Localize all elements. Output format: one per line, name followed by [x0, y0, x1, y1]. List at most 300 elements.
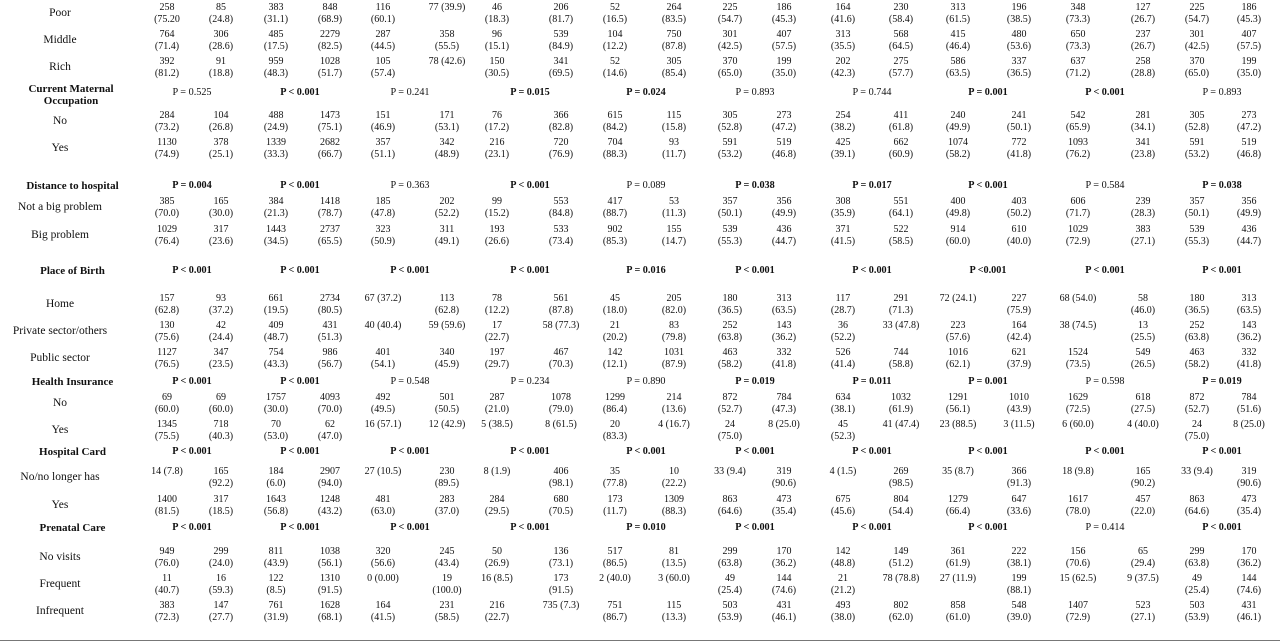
- cell-count: 539: [722, 224, 738, 235]
- cell-count: 1029: [1068, 224, 1088, 235]
- table-cell: [582, 29, 648, 53]
- table-cell: [464, 392, 530, 416]
- cell-count: 1339: [266, 137, 286, 148]
- cell-count: 647: [1011, 494, 1027, 505]
- cell-percent: (94.0): [317, 478, 343, 489]
- p-value: P < 0.001: [280, 522, 320, 533]
- cell-count: 319: [1241, 466, 1257, 477]
- cell-percent: (52.8): [1184, 122, 1210, 133]
- section-heading: Place of Birth: [40, 265, 105, 277]
- cell-count: 143: [1241, 320, 1257, 331]
- table-cell: [810, 494, 876, 518]
- cell-count: 58 (77.3): [542, 320, 580, 331]
- cell-count: 8 (25.0): [768, 419, 800, 430]
- cell-count: 436: [776, 224, 792, 235]
- cell-percent: (58.8): [888, 359, 914, 370]
- table-cell: [1045, 224, 1111, 248]
- cell-count: 533: [553, 224, 569, 235]
- cell-count: 225: [722, 2, 738, 13]
- cell-count: 618: [1135, 392, 1151, 403]
- p-value: P = 0.548: [390, 376, 430, 387]
- cell-count: 492: [375, 392, 391, 403]
- cell-count: 78 (78.8): [882, 573, 920, 584]
- cell-percent: (68.9): [317, 14, 343, 25]
- cell-percent: (51.2): [888, 558, 914, 569]
- cell-percent: (28.3): [1130, 208, 1156, 219]
- table-cell: [350, 110, 416, 134]
- table-cell: [464, 29, 530, 53]
- cell-count: 58: [1138, 293, 1148, 304]
- table-cell: [1045, 600, 1111, 624]
- p-value: P < 0.001: [1085, 265, 1125, 276]
- table-cell: [350, 494, 416, 518]
- cell-count: 1130: [157, 137, 177, 148]
- cell-count: 1617: [1068, 494, 1088, 505]
- table-cell: [1216, 392, 1280, 416]
- cell-count: 872: [722, 392, 738, 403]
- table-cell: [986, 29, 1052, 53]
- cell-percent: (57.5): [771, 41, 797, 52]
- cell-count: 170: [776, 546, 792, 557]
- cell-count: 6 (60.0): [1062, 419, 1094, 430]
- cell-count: 4 (1.5): [829, 466, 857, 477]
- cell-percent: (42.5): [717, 41, 743, 52]
- cell-count: 36: [838, 320, 848, 331]
- cell-count: 258: [159, 2, 175, 13]
- p-value: P < 0.001: [390, 522, 430, 533]
- cell-count: 41 (47.4): [882, 419, 920, 430]
- cell-count: 2734: [320, 293, 340, 304]
- section-heading: Current Maternal Occupation: [28, 83, 114, 107]
- cell-percent: (57.5): [1236, 41, 1262, 52]
- cell-count: 337: [1011, 56, 1027, 67]
- cell-percent: (60.0): [945, 236, 971, 247]
- cell-count: 127: [1135, 2, 1151, 13]
- cell-percent: (86.5): [602, 558, 628, 569]
- cell-percent: (42.5): [1184, 41, 1210, 52]
- cell-percent: (15.8): [661, 122, 687, 133]
- cell-percent: (70.0): [154, 208, 180, 219]
- cell-percent: (40.0): [1006, 236, 1032, 247]
- cell-count: 548: [1011, 600, 1027, 611]
- cell-count: 91: [216, 56, 226, 67]
- cell-percent: (48.9): [434, 149, 460, 160]
- table-cell: [582, 56, 648, 80]
- cell-count: 1010: [1009, 392, 1029, 403]
- cell-count: 199: [1241, 56, 1257, 67]
- cell-percent: (57.4): [370, 68, 396, 79]
- cell-count: 27 (11.9): [939, 573, 977, 584]
- cell-count: 230: [439, 466, 455, 477]
- cell-count: 1093: [1068, 137, 1088, 148]
- cell-percent: (22.7): [484, 612, 510, 623]
- cell-count: 273: [1241, 110, 1257, 121]
- cell-count: 67 (37.2): [364, 293, 402, 304]
- cell-count: 62: [325, 419, 335, 430]
- cell-percent: (75.5): [154, 431, 180, 442]
- cell-count: 680: [553, 494, 569, 505]
- cell-count: 1757: [266, 392, 286, 403]
- p-value: P <0.001: [969, 265, 1007, 276]
- cell-percent: (87.8): [548, 305, 574, 316]
- table-cell: [925, 320, 991, 344]
- section-heading: Distance to hospital: [26, 180, 119, 192]
- cell-percent: (37.2): [208, 305, 234, 316]
- cell-count: 165: [213, 196, 229, 207]
- table-cell: [464, 293, 530, 317]
- cell-count: 2 (40.0): [599, 573, 631, 584]
- cell-count: 143: [776, 320, 792, 331]
- table-cell: [986, 137, 1052, 161]
- cell-count: 17: [492, 320, 502, 331]
- cell-count: 385: [159, 196, 175, 207]
- cell-percent: (85.4): [661, 68, 687, 79]
- cell-count: 147: [213, 600, 229, 611]
- cell-percent: (55.3): [717, 236, 743, 247]
- cell-percent: (59.3): [208, 585, 234, 596]
- table-cell: [751, 494, 817, 518]
- cell-count: 485: [268, 29, 284, 40]
- cell-percent: (26.7): [1130, 14, 1156, 25]
- cell-count: 848: [322, 2, 338, 13]
- p-value: P < 0.001: [1202, 522, 1242, 533]
- cell-percent: (12.2): [602, 41, 628, 52]
- table-cell: [464, 2, 530, 26]
- cell-percent: (74.9): [154, 149, 180, 160]
- cell-percent: (13.6): [661, 404, 687, 415]
- cell-count: 949: [159, 546, 175, 557]
- cell-percent: (21.3): [263, 208, 289, 219]
- table-cell: [925, 573, 991, 585]
- cell-percent: (40.7): [154, 585, 180, 596]
- cell-percent: (58.4): [888, 14, 914, 25]
- cell-percent: (38.5): [1006, 14, 1032, 25]
- cell-count: 1443: [266, 224, 286, 235]
- cell-percent: (63.8): [717, 332, 743, 343]
- table-cell: [350, 573, 416, 585]
- cell-percent: (35.0): [771, 68, 797, 79]
- cell-percent: (72.9): [1065, 236, 1091, 247]
- cell-count: 675: [835, 494, 851, 505]
- cell-count: 406: [553, 466, 569, 477]
- table-cell: [350, 347, 416, 371]
- cell-count: 83: [669, 320, 679, 331]
- cell-count: 341: [1135, 137, 1151, 148]
- cell-percent: (20.2): [602, 332, 628, 343]
- cell-count: 184: [268, 466, 284, 477]
- cell-count: 70: [271, 419, 281, 430]
- table-cell: [582, 466, 648, 490]
- cell-percent: (15.2): [484, 208, 510, 219]
- cell-count: 252: [722, 320, 738, 331]
- cell-count: 858: [950, 600, 966, 611]
- cell-percent: (28.8): [1130, 68, 1156, 79]
- cell-count: 403: [1011, 196, 1027, 207]
- table-cell: [1216, 196, 1280, 220]
- table-cell: [751, 224, 817, 248]
- table-cell: [350, 600, 416, 624]
- cell-count: 10: [669, 466, 679, 477]
- p-value: P < 0.001: [280, 87, 320, 98]
- table-cell: [464, 546, 530, 570]
- cell-count: 634: [835, 392, 851, 403]
- cell-percent: (43.9): [263, 558, 289, 569]
- p-value: P = 0.744: [852, 87, 892, 98]
- cell-count: 49: [1192, 573, 1202, 584]
- cell-count: 986: [322, 347, 338, 358]
- cell-count: 400: [950, 196, 966, 207]
- cell-count: 551: [893, 196, 909, 207]
- cell-count: 214: [666, 392, 682, 403]
- cell-count: 12 (42.9): [428, 419, 466, 430]
- cell-count: 392: [159, 56, 175, 67]
- cell-percent: (61.9): [888, 404, 914, 415]
- cell-count: 305: [1189, 110, 1205, 121]
- cell-percent: (27.7): [208, 612, 234, 623]
- cell-count: 662: [893, 137, 909, 148]
- cell-count: 305: [722, 110, 738, 121]
- cell-count: 744: [893, 347, 909, 358]
- cell-percent: (29.4): [1130, 558, 1156, 569]
- cell-percent: (65.9): [1065, 122, 1091, 133]
- cell-count: 415: [950, 29, 966, 40]
- cell-count: 93: [669, 137, 679, 148]
- cell-count: 761: [268, 600, 284, 611]
- p-value: P = 0.016: [626, 265, 666, 276]
- cell-percent: (36.5): [1006, 68, 1032, 79]
- cell-percent: (46.8): [1236, 149, 1262, 160]
- table-cell: [810, 600, 876, 624]
- cell-count: 199: [1011, 573, 1027, 584]
- cell-percent: (47.2): [771, 122, 797, 133]
- cell-percent: (49.9): [945, 122, 971, 133]
- cell-percent: (23.8): [1130, 149, 1156, 160]
- cell-count: 473: [1241, 494, 1257, 505]
- cell-count: 735 (7.3): [542, 600, 580, 611]
- cell-percent: (58.2): [945, 149, 971, 160]
- cell-count: 50: [492, 546, 502, 557]
- p-value: P < 0.001: [390, 265, 430, 276]
- cell-count: 291: [893, 293, 909, 304]
- cell-percent: (88.3): [661, 506, 687, 517]
- cell-percent: (76.5): [154, 359, 180, 370]
- cell-count: 308: [835, 196, 851, 207]
- table-cell: [751, 392, 817, 416]
- p-value: P = 0.893: [1202, 87, 1242, 98]
- cell-percent: (75.1): [317, 122, 343, 133]
- table-cell: [1216, 347, 1280, 371]
- cell-count: 4 (40.0): [1127, 419, 1159, 430]
- cell-percent: (76.0): [154, 558, 180, 569]
- cell-percent: (17.2): [484, 122, 510, 133]
- cell-percent: (64.6): [1184, 506, 1210, 517]
- cell-count: 206: [553, 2, 569, 13]
- table-cell: [582, 196, 648, 220]
- table-cell: [751, 600, 817, 624]
- cell-count: 225: [1189, 2, 1205, 13]
- cell-count: 16: [216, 573, 226, 584]
- cell-count: 718: [213, 419, 229, 430]
- row-label: Yes: [51, 142, 69, 154]
- cell-percent: (17.5): [263, 41, 289, 52]
- cell-count: 356: [776, 196, 792, 207]
- cell-count: 522: [893, 224, 909, 235]
- row-label: Private sector/others: [12, 325, 108, 337]
- cell-percent: (53.6): [1006, 41, 1032, 52]
- cell-count: 401: [375, 347, 391, 358]
- cell-count: 144: [1241, 573, 1257, 584]
- cell-percent: (15.1): [484, 41, 510, 52]
- cell-percent: (85.3): [602, 236, 628, 247]
- cell-count: 591: [722, 137, 738, 148]
- cell-percent: (73.2): [154, 122, 180, 133]
- cell-percent: (80.5): [317, 305, 343, 316]
- cell-percent: (72.3): [154, 612, 180, 623]
- cell-count: 45: [610, 293, 620, 304]
- cell-count: 151: [375, 110, 391, 121]
- cell-count: 332: [1241, 347, 1257, 358]
- table-cell: [1216, 29, 1280, 53]
- cell-count: 1028: [320, 56, 340, 67]
- cell-percent: (18.0): [602, 305, 628, 316]
- cell-count: 13: [1138, 320, 1148, 331]
- cell-percent: (91.5): [317, 585, 343, 596]
- cell-percent: (62.0): [888, 612, 914, 623]
- table-cell: [350, 320, 416, 332]
- table-cell: [986, 347, 1052, 371]
- cell-count: 637: [1070, 56, 1086, 67]
- cell-percent: (84.8): [548, 208, 574, 219]
- table-cell: [1216, 419, 1280, 431]
- table-cell: [986, 392, 1052, 416]
- cell-percent: (63.8): [1184, 332, 1210, 343]
- cell-percent: (53.9): [717, 612, 743, 623]
- cell-count: 65: [1138, 546, 1148, 557]
- cell-count: 33 (9.4): [714, 466, 746, 477]
- cell-percent: (54.1): [370, 359, 396, 370]
- cell-percent: (26.8): [208, 122, 234, 133]
- cell-count: 165: [1135, 466, 1151, 477]
- table-cell: [925, 29, 991, 53]
- table-cell: [1216, 56, 1280, 80]
- cell-count: 15 (62.5): [1059, 573, 1097, 584]
- cell-percent: (76.2): [1065, 149, 1091, 160]
- cell-count: 481: [375, 494, 391, 505]
- cell-count: 164: [375, 600, 391, 611]
- cell-percent: (23.1): [484, 149, 510, 160]
- cell-count: 4093: [320, 392, 340, 403]
- cell-count: 754: [268, 347, 284, 358]
- table-cell: [751, 293, 817, 317]
- cell-percent: (51.3): [317, 332, 343, 343]
- p-value: P = 0.019: [1202, 376, 1242, 387]
- cell-count: 357: [1189, 196, 1205, 207]
- cell-count: 273: [776, 110, 792, 121]
- row-label: Rich: [49, 61, 71, 73]
- table-cell: [810, 2, 876, 26]
- cell-percent: (40.3): [208, 431, 234, 442]
- table-cell: [751, 56, 817, 80]
- cell-percent: (42.4): [1006, 332, 1032, 343]
- cell-percent: (88.7): [602, 208, 628, 219]
- cell-percent: (52.7): [1184, 404, 1210, 415]
- cell-percent: (12.1): [602, 359, 628, 370]
- cell-percent: (70.6): [1065, 558, 1091, 569]
- cell-count: 3 (60.0): [658, 573, 690, 584]
- cell-count: 122: [268, 573, 284, 584]
- cell-count: 542: [1070, 110, 1086, 121]
- table-cell: [751, 2, 817, 26]
- cell-count: 205: [666, 293, 682, 304]
- p-value: P = 0.024: [626, 87, 666, 98]
- cell-percent: (34.5): [263, 236, 289, 247]
- cell-count: 4 (16.7): [658, 419, 690, 430]
- cell-count: 49: [725, 573, 735, 584]
- cell-count: 313: [835, 29, 851, 40]
- cell-percent: (36.2): [1236, 558, 1262, 569]
- cell-percent: (27.1): [1130, 612, 1156, 623]
- cell-count: 340: [439, 347, 455, 358]
- cell-count: 8 (25.0): [1233, 419, 1265, 430]
- cell-count: 171: [439, 110, 455, 121]
- p-value: P = 0.893: [735, 87, 775, 98]
- cell-count: 23 (88.5): [939, 419, 977, 430]
- row-label: Poor: [49, 7, 71, 19]
- cell-percent: (73.5): [1065, 359, 1091, 370]
- section-heading: Health Insurance: [31, 376, 114, 388]
- cell-percent: (35.4): [1236, 506, 1262, 517]
- cell-count: 52: [610, 56, 620, 67]
- table-cell: [350, 466, 416, 478]
- cell-percent: (35.9): [830, 208, 856, 219]
- cell-percent: (29.5): [484, 506, 510, 517]
- table-cell: [986, 293, 1052, 317]
- table-cell: [925, 347, 991, 371]
- cell-count: 287: [375, 29, 391, 40]
- cell-count: 116: [375, 2, 391, 13]
- cell-count: 804: [893, 494, 909, 505]
- cell-count: 539: [1189, 224, 1205, 235]
- cell-count: 77 (39.9): [428, 2, 466, 13]
- cell-percent: (65.5): [317, 236, 343, 247]
- cell-percent: (71.2): [1065, 68, 1091, 79]
- cell-count: 197: [489, 347, 505, 358]
- table-cell: [464, 224, 530, 248]
- cell-count: 549: [1135, 347, 1151, 358]
- cell-percent: (63.8): [717, 558, 743, 569]
- cell-percent: (58.2): [1184, 359, 1210, 370]
- row-label: Public sector: [30, 352, 90, 364]
- cell-count: 96: [492, 29, 502, 40]
- cell-percent: (77.8): [602, 478, 628, 489]
- section-heading: Hospital Card: [39, 446, 106, 458]
- cell-percent: (41.6): [830, 14, 856, 25]
- cell-count: 24: [1192, 419, 1202, 430]
- cell-percent: (24.4): [208, 332, 234, 343]
- cell-percent: (60.1): [370, 14, 396, 25]
- cell-percent: (22.7): [484, 332, 510, 343]
- cell-percent: (56.6): [370, 558, 396, 569]
- cell-percent: (81.7): [548, 14, 574, 25]
- cell-count: 173: [553, 573, 569, 584]
- table-cell: [582, 392, 648, 416]
- table-cell: [925, 419, 991, 431]
- cell-percent: (69.5): [548, 68, 574, 79]
- cell-count: 1643: [266, 494, 286, 505]
- cell-percent: (38.0): [830, 612, 856, 623]
- table-cell: [925, 196, 991, 220]
- cell-count: 281: [1135, 110, 1151, 121]
